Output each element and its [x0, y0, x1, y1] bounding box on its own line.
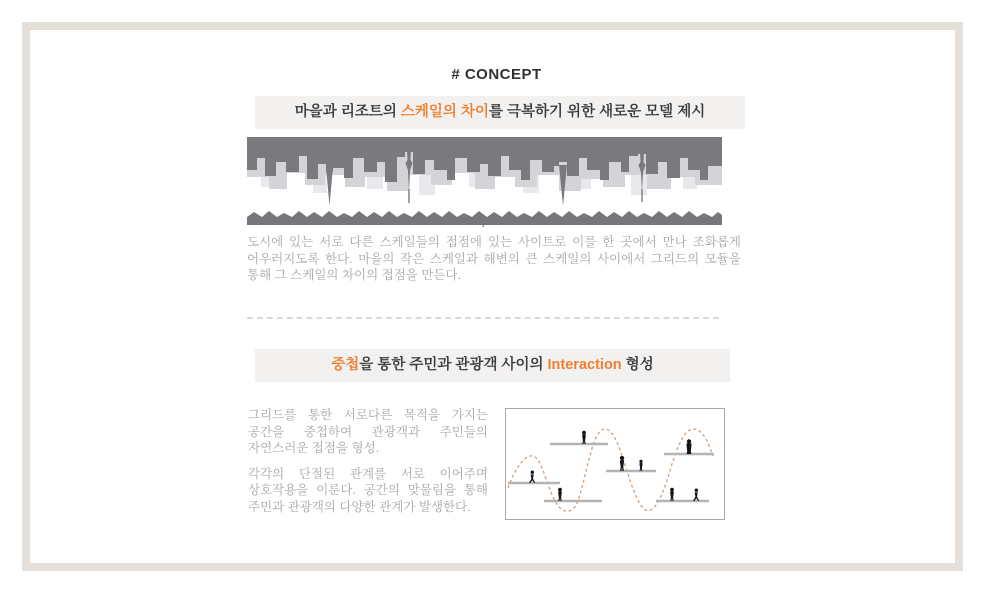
standing-person-icon — [620, 456, 624, 471]
village-center-mark — [483, 225, 485, 227]
platforms — [508, 444, 714, 501]
village-roofline — [247, 211, 722, 225]
section2-heading-bar — [255, 349, 730, 382]
standing-bold-person-icon — [686, 439, 691, 454]
interaction-diagram-canvas — [506, 409, 724, 519]
section1-heading-highlight: 스케일의 차이 — [400, 104, 489, 120]
standing-person-icon — [670, 488, 674, 501]
section1-body: 도시에 있는 서로 다른 스케일들의 접점에 있는 사이트로 이를 한 곳에서 만나 조화롭게 어우러지도록 한다. 마을의 작은 스케일과 해변의 큰 스케일의 사이에서 그리드의 모듈을 통해 그 스케일의 차이의 접점을 만든다. — [247, 235, 741, 282]
section1-heading-pre: 마을과 리조트의 — [294, 104, 401, 120]
walking-person-icon — [529, 471, 535, 484]
people-figures — [529, 431, 699, 501]
standing-person-icon — [639, 460, 642, 471]
section2-heading-highlight2: Interaction — [547, 357, 622, 373]
section2-heading-post: 형성 — [621, 357, 654, 373]
city-skyline-graphic — [247, 137, 722, 227]
standing-person-icon — [558, 488, 562, 501]
section2-para2: 각각의 단절된 관계를 서로 이어주며 상호작용을 이룬다. 공간의 맞물림을 통해 주민과 관광객의 다양한 관계가 발생한다. — [248, 466, 488, 514]
walking-person-icon — [693, 489, 699, 502]
section1-heading-post: 를 극복하기 위한 새로운 모델 제시 — [488, 104, 706, 120]
section2-heading-mid: 을 통한 주민과 관광객 사이의 — [359, 357, 548, 373]
interaction-diagram — [505, 408, 725, 520]
page-title: # CONCEPT — [451, 66, 542, 83]
standing-person-icon — [582, 431, 586, 444]
section2-heading-highlight1: 중첩 — [331, 357, 360, 373]
section2-para1: 그리드를 통한 서로다른 목적을 가지는 공간을 중첩하여 관광객과 주민들의 자연스러운 접점을 형성. — [248, 408, 488, 455]
section1-heading-bar — [255, 96, 745, 129]
section2-text-column — [248, 407, 488, 524]
dashed-divider — [247, 317, 719, 319]
